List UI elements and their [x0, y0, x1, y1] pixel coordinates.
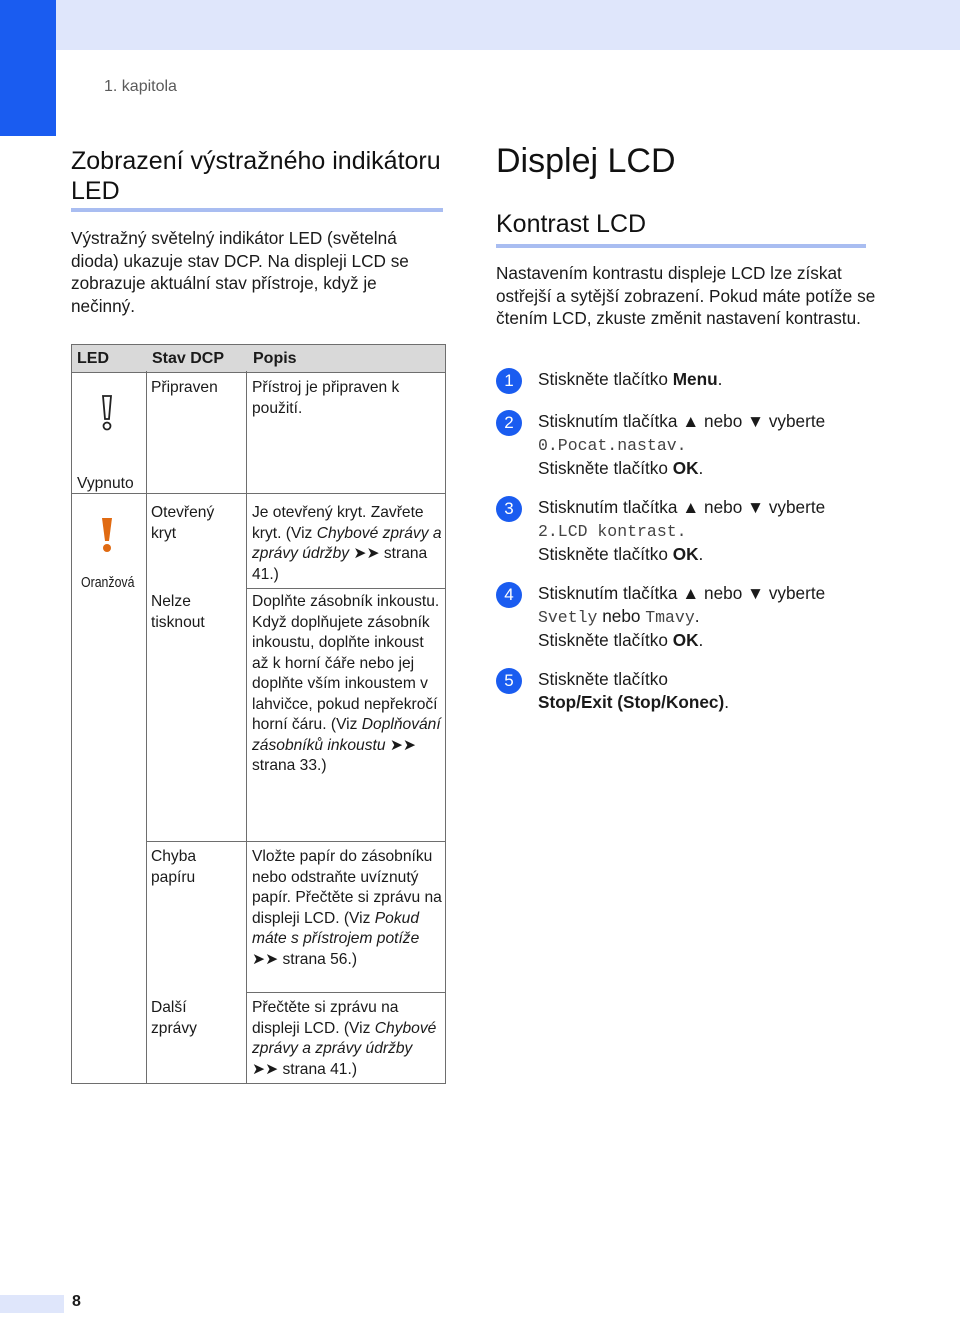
- step-number: 2: [496, 410, 522, 436]
- led-off-icon: [97, 394, 117, 432]
- step-number: 3: [496, 496, 522, 522]
- footer-band: [0, 1295, 64, 1313]
- status-paper-error: Chyba papíru: [151, 848, 197, 886]
- header-band: [0, 0, 960, 50]
- desc-other: Přečtěte si zprávu na displeji LCD. (Viz Chybové zprávy a zprávy údržby ➤➤ strana 41.): [252, 999, 437, 1078]
- step-text: Stisknutím tlačítka ▲ nebo ▼ vyberte 2.LCD kontrast. Stiskněte tlačítko OK.: [538, 497, 826, 564]
- col-desc: Popis: [253, 350, 297, 367]
- step-text: Stisknutím tlačítka ▲ nebo ▼ vyberte Svetly nebo Tmavy. Stiskněte tlačítko OK.: [538, 583, 826, 650]
- led-orange-icon: [97, 516, 117, 554]
- status-other: Další zprávy: [151, 999, 197, 1037]
- desc-cannot-print: Doplňte zásobník inkoustu. Když doplňujete zásobník inkoustu, doplňte inkoust až k horní čáře nebo jej doplňte vším inkoustem v lahvičce, pokud nepřekročí horní čáru. (Viz Doplňování zásobníků inkoustu ➤➤ strana 33.): [252, 593, 441, 774]
- led-intro: Výstražný světelný indikátor LED (světelná dioda) ukazuje stav DCP. Na displeji LCD se zobrazuje aktuální stav přístroje, když je nečinný.: [71, 228, 409, 316]
- step-number: 4: [496, 582, 522, 608]
- status-cannot-print: Nelze tisknout: [151, 593, 205, 631]
- led-status-table: [71, 344, 446, 1084]
- status-ready: Připraven: [151, 379, 218, 396]
- desc-cover-open: Je otevřený kryt. Zavřete kryt. (Viz Chybové zprávy a zprávy údržby ➤➤ strana 41.): [252, 504, 442, 583]
- desc-paper-error: Vložte papír do zásobníku nebo odstraňte uvíznutý papír. Přečtěte si zprávu na displeji LCD. (Viz Pokud máte s přístrojem potíže ➤➤ strana 56.): [252, 848, 442, 968]
- section-heading-lcd: Displej LCD: [496, 142, 676, 180]
- step-text: Stiskněte tlačítko Menu.: [538, 369, 723, 389]
- heading-rule: [71, 208, 443, 212]
- page-number: 8: [72, 1293, 81, 1310]
- led-orange-label: Oranžová: [81, 575, 135, 591]
- col-status: Stav DCP: [152, 350, 225, 367]
- section-heading-led: Zobrazení výstražného indikátoru LED: [71, 147, 441, 205]
- subheading-rule: [496, 244, 866, 248]
- chapter-label: 1. kapitola: [104, 78, 177, 95]
- table-header: [71, 344, 446, 373]
- step-number: 1: [496, 368, 522, 394]
- step-text: Stisknutím tlačítka ▲ nebo ▼ vyberte 0.Pocat.nastav. Stiskněte tlačítko OK.: [538, 411, 826, 478]
- chapter-tab: [0, 0, 56, 136]
- led-off-label: Vypnuto: [77, 475, 134, 492]
- step-number: 5: [496, 668, 522, 694]
- subheading-contrast: Kontrast LCD: [496, 210, 647, 238]
- status-cover-open: Otevřený kryt: [151, 504, 215, 542]
- desc-ready: Přístroj je připraven k použití.: [252, 379, 400, 417]
- step-text: Stiskněte tlačítko Stop/Exit (Stop/Konec).: [538, 669, 729, 712]
- contrast-intro: Nastavením kontrastu displeje LCD lze získat ostřejší a sytější zobrazení. Pokud máte potíže se čtením LCD, zkuste změnit nastavení kontrastu.: [496, 263, 876, 328]
- col-led: LED: [77, 350, 109, 367]
